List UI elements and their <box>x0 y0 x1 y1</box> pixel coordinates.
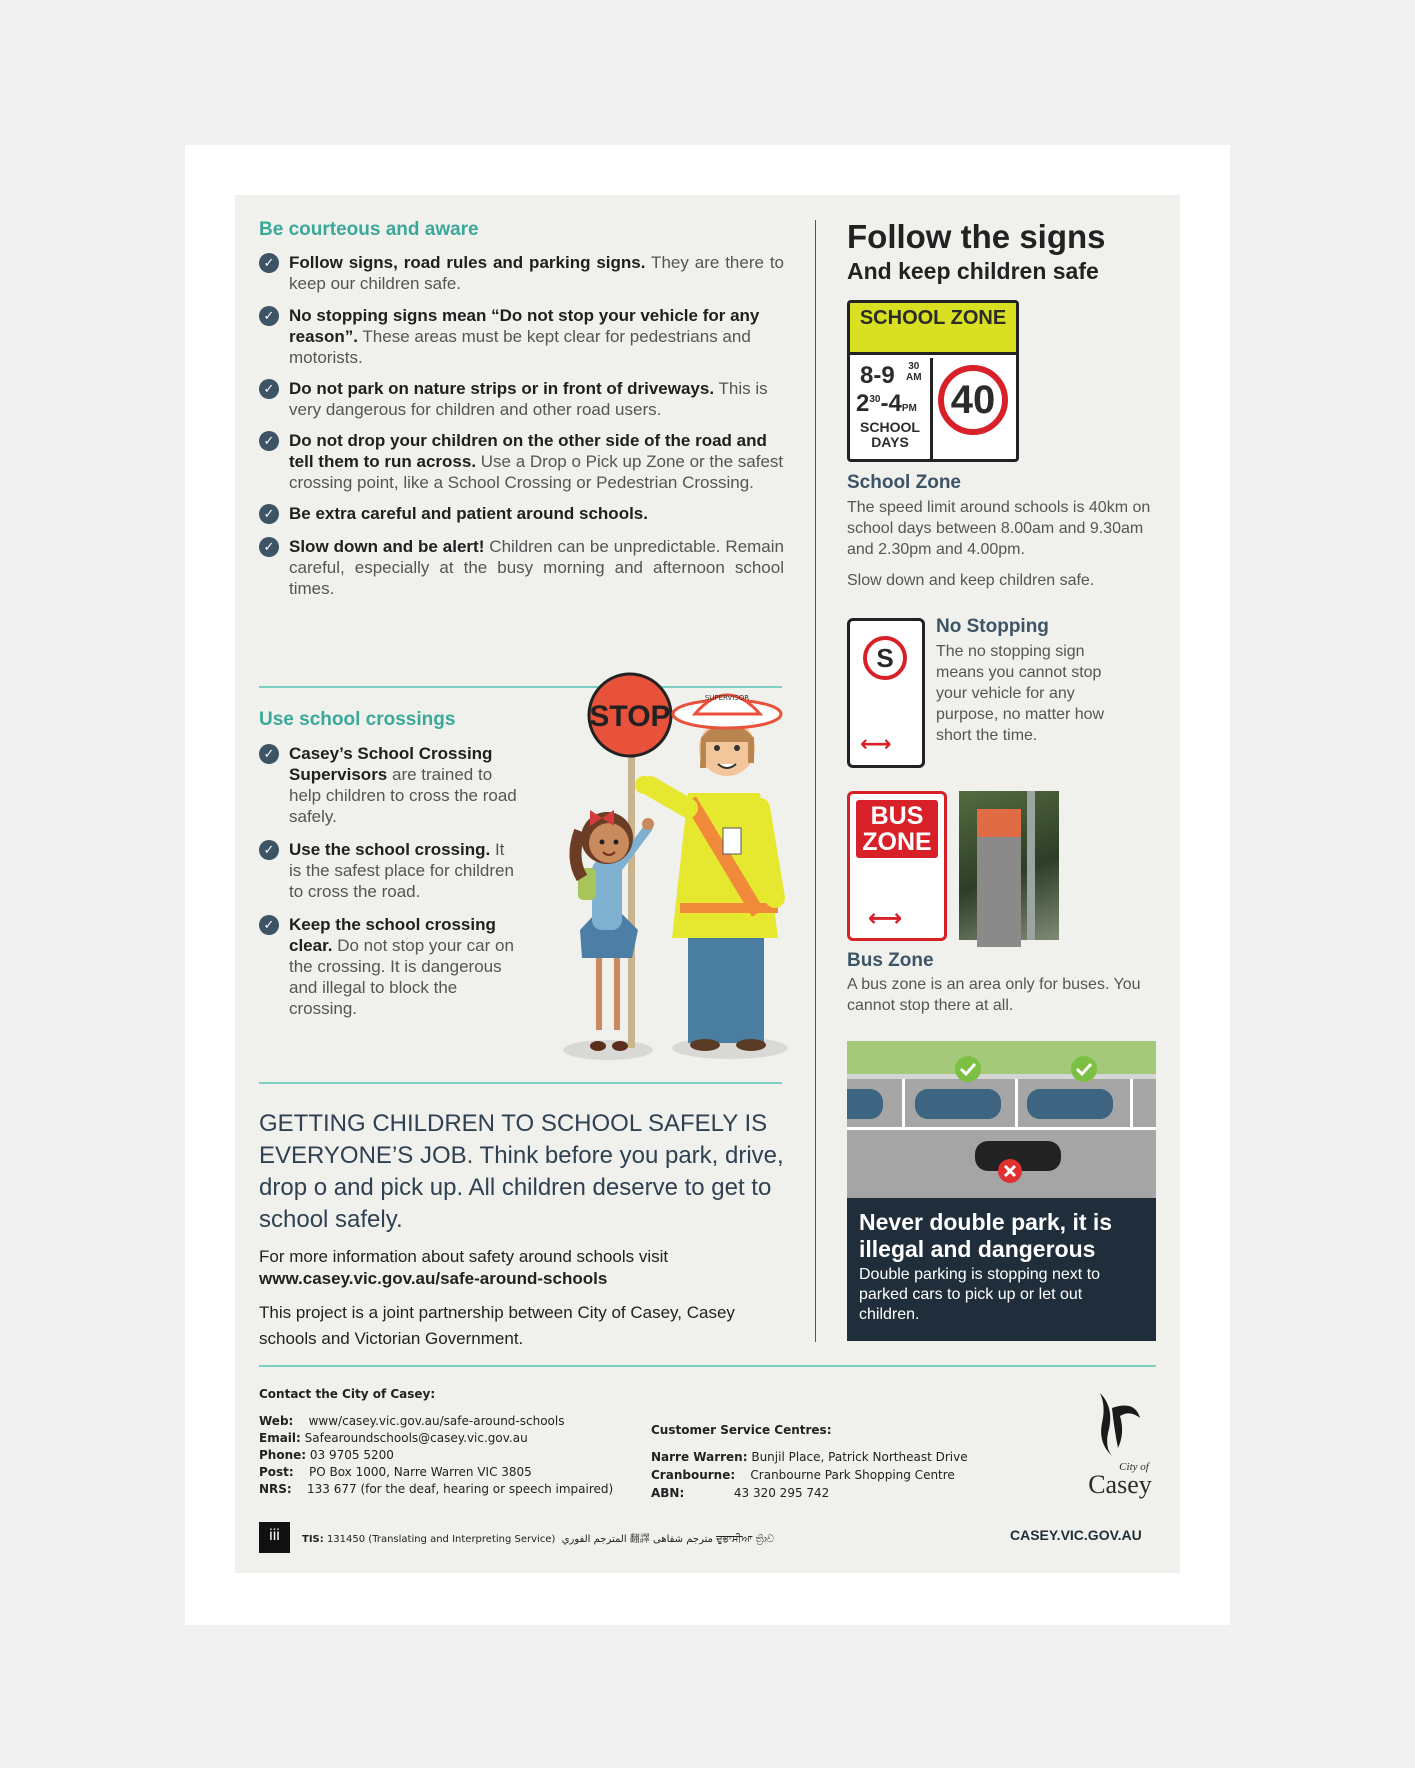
bus-stop-sign-photo <box>977 809 1021 947</box>
partnership-text: This project is a joint partnership between City of Casey, Casey schools and Victorian Government. <box>259 1303 735 1348</box>
check-icon: ✓ <box>259 504 279 524</box>
item-bold: Slow down and be alert! <box>289 537 485 556</box>
item-bold: Keep the school crossing clear. <box>289 915 496 955</box>
time-sub: AM <box>906 372 922 383</box>
no-stopping-text: The no stopping sign means you cannot stop your vehicle for any purpose, no matter how short the time. <box>936 643 1105 744</box>
item-text: They are there to keep our children safe. <box>289 253 785 293</box>
site-url[interactable]: CASEY.VIC.GOV.AU <box>1010 1527 1142 1543</box>
nrs-value: 133 677 (for the deaf, hearing or speech impaired) <box>307 1482 614 1496</box>
divider <box>259 1365 1156 1367</box>
no-stopping-icon: S <box>863 636 907 680</box>
signs-title: Follow the signs <box>847 218 1106 255</box>
bus-zone-text: A bus zone is an area only for buses. You cannot stop there at all. <box>847 976 1141 1014</box>
more-info-link[interactable]: www.casey.vic.gov.au/safe-around-schools <box>259 1269 608 1288</box>
school-zone-times <box>850 358 933 459</box>
bus-zone-heading: Bus Zone <box>847 950 934 971</box>
school-zone-text2: Slow down and keep children safe. <box>847 572 1095 589</box>
phone-value: 03 9705 5200 <box>309 1448 394 1462</box>
label: Web: <box>259 1414 294 1428</box>
web-link[interactable]: www/casey.vic.gov.au/safe-around-schools <box>308 1414 565 1428</box>
column-divider <box>815 220 816 1342</box>
more-info <box>259 1246 799 1290</box>
contact-phone <box>259 1447 629 1464</box>
contact-post <box>259 1464 629 1481</box>
list-item <box>259 430 784 493</box>
casey-logo-mark-icon <box>1090 1388 1150 1458</box>
check-icon: ✓ <box>259 379 279 399</box>
section-heading-courteous: Be courteous and aware <box>259 219 479 240</box>
tis-languages: المترجم الفوري 翻譯 مترجم شفاهی ਦੁਭਾਸੀਆ ත්‍රිාව <box>561 1534 775 1545</box>
post-value: PO Box 1000, Narre Warren VIC 3805 <box>308 1465 532 1479</box>
school-zone-sign <box>847 300 1019 462</box>
item-text: Children can be unpredictable. Remain careful, especially at the busy morning and afternoon school times. <box>289 537 784 598</box>
time-afternoon <box>856 390 917 418</box>
label: Narre Warren: <box>651 1450 748 1464</box>
crossing-supervisor-illustration <box>520 668 795 1063</box>
label: ABN: <box>651 1486 685 1500</box>
tis-label: TIS: <box>302 1534 324 1545</box>
value: Cranbourne Park Shopping Centre <box>750 1468 955 1482</box>
list-item <box>259 503 784 524</box>
item-bold: Be extra careful and patient around schools. <box>289 504 648 523</box>
csc-abn <box>651 1484 991 1502</box>
double-park-panel <box>847 1198 1156 1341</box>
list-item <box>259 378 784 420</box>
both-directions-arrow-icon: ⟷ <box>860 731 892 756</box>
double-park-text: Double parking is stopping next to parked cars to pick up or let out children. <box>859 1266 1101 1323</box>
check-icon: ✓ <box>259 306 279 326</box>
both-directions-arrow-icon: ⟷ <box>868 905 903 932</box>
no-stopping-heading: No Stopping <box>936 616 1049 637</box>
section-heading-crossings: Use school crossings <box>259 709 456 730</box>
csc-cranbourne <box>651 1466 991 1484</box>
time-sup: 30 <box>908 361 920 372</box>
school-zone-text: The speed limit around schools is 40km on school days between 8.00am and 9.30am and 2.30pm and 4.00pm. <box>847 499 1151 558</box>
item-text: It is the safest place for children to cross the road. <box>289 840 514 901</box>
value: Bunjil Place, Patrick Northeast Drive <box>751 1450 968 1464</box>
item-bold: Do not drop your children on the other side of the road and tell them to run across. <box>289 431 767 471</box>
crossings-list <box>259 743 519 1019</box>
list-item <box>259 743 519 827</box>
item-bold: Use the school crossing. <box>289 840 491 859</box>
speed-limit-40: 40 <box>938 365 1008 435</box>
label: Email: <box>259 1431 301 1445</box>
check-icon: ✓ <box>259 744 279 764</box>
bus-zone-sign <box>847 791 947 941</box>
safety-message <box>259 1108 799 1236</box>
label: Post: <box>259 1465 294 1479</box>
check-icon: ✓ <box>259 537 279 557</box>
stop-sign-text: STOP <box>589 700 671 733</box>
double-park-heading: Never double park, it is illegal and dangerous <box>859 1209 1113 1262</box>
interpreter-icon: iii <box>259 1522 290 1553</box>
casey-logo <box>1080 1388 1160 1503</box>
tis-line <box>302 1530 774 1545</box>
school-zone-heading: School Zone <box>847 472 961 493</box>
list-item <box>259 914 519 1019</box>
check-icon: ✓ <box>259 915 279 935</box>
contact-nrs <box>259 1481 629 1498</box>
list-item <box>259 536 784 599</box>
double-parking-illustration <box>847 1041 1156 1198</box>
item-text: Do not stop your car on the crossing. It is dangerous and illegal to block the crossing. <box>289 936 514 1018</box>
item-bold: No stopping signs mean “Do not stop your vehicle for any reason”. <box>289 306 760 346</box>
item-text: Use a Drop o Pick up Zone or the safest crossing point, like a School Crossing or Pedestrian Crossing. <box>289 452 784 492</box>
item-text: These areas must be kept clear for pedestrians and motorists. <box>289 327 751 367</box>
hat-text: SUPERVISOR <box>704 694 750 702</box>
csc-narre-warren <box>651 1448 991 1466</box>
label: Phone: <box>259 1448 307 1462</box>
email-link[interactable]: Safearoundschools@casey.vic.gov.au <box>304 1431 528 1445</box>
message-caps: GETTING CHILDREN TO SCHOOL SAFELY IS EVERYONE’S JOB. <box>259 1110 768 1169</box>
message-rest: Think before you park, drive, drop o and pick up. All children deserve to get to school safely. <box>259 1142 784 1233</box>
label: Cranbourne: <box>651 1468 736 1482</box>
value: 43 320 295 742 <box>733 1486 830 1500</box>
pole <box>1027 791 1035 940</box>
time-morning-suffix <box>906 361 922 383</box>
contact-details <box>259 1413 629 1498</box>
courteous-list <box>259 252 784 599</box>
contact-web <box>259 1413 629 1430</box>
more-info-text: For more information about safety around schools visit <box>259 1247 669 1266</box>
csc-heading: Customer Service Centres: <box>651 1423 832 1437</box>
contact-email <box>259 1430 629 1447</box>
item-bold: Do not park on nature strips or in front of driveways. <box>289 379 715 398</box>
no-stopping-sign <box>847 618 925 768</box>
time-h2: -4 <box>880 390 902 417</box>
item-text: are trained to help children to cross the road safely. <box>289 765 517 826</box>
divider <box>259 1082 782 1084</box>
time-h: 2 <box>856 390 870 417</box>
time-morning: 8-9 <box>860 362 895 389</box>
list-item <box>259 252 784 294</box>
check-icon: ✓ <box>259 253 279 273</box>
list-item <box>259 305 784 368</box>
item-bold: Casey’s School Crossing Supervisors <box>289 744 493 784</box>
time-sub: PM <box>901 403 917 414</box>
bus-stop-photo <box>959 791 1059 940</box>
label: NRS: <box>259 1482 292 1496</box>
logo-big-text: Casey <box>1088 1470 1152 1499</box>
bus-zone-sign-text: BUS ZONE <box>856 800 938 858</box>
item-bold: Follow signs, road rules and parking signs. <box>289 253 646 272</box>
contact-heading: Contact the City of Casey: <box>259 1387 436 1401</box>
signs-subtitle: And keep children safe <box>847 258 1099 284</box>
time-sup: 30 <box>869 394 881 405</box>
logo-small-text: City of <box>1119 1461 1149 1473</box>
list-item <box>259 839 519 902</box>
item-text: This is very dangerous for children and other road users. <box>289 379 768 419</box>
check-icon: ✓ <box>259 431 279 451</box>
school-days: SCHOOL DAYS <box>860 419 920 450</box>
tis-text: 131450 (Translating and Interpreting Service) <box>326 1534 556 1545</box>
check-icon: ✓ <box>259 840 279 860</box>
school-zone-sign-top: SCHOOL ZONE <box>850 303 1016 355</box>
csc-details <box>651 1448 991 1502</box>
